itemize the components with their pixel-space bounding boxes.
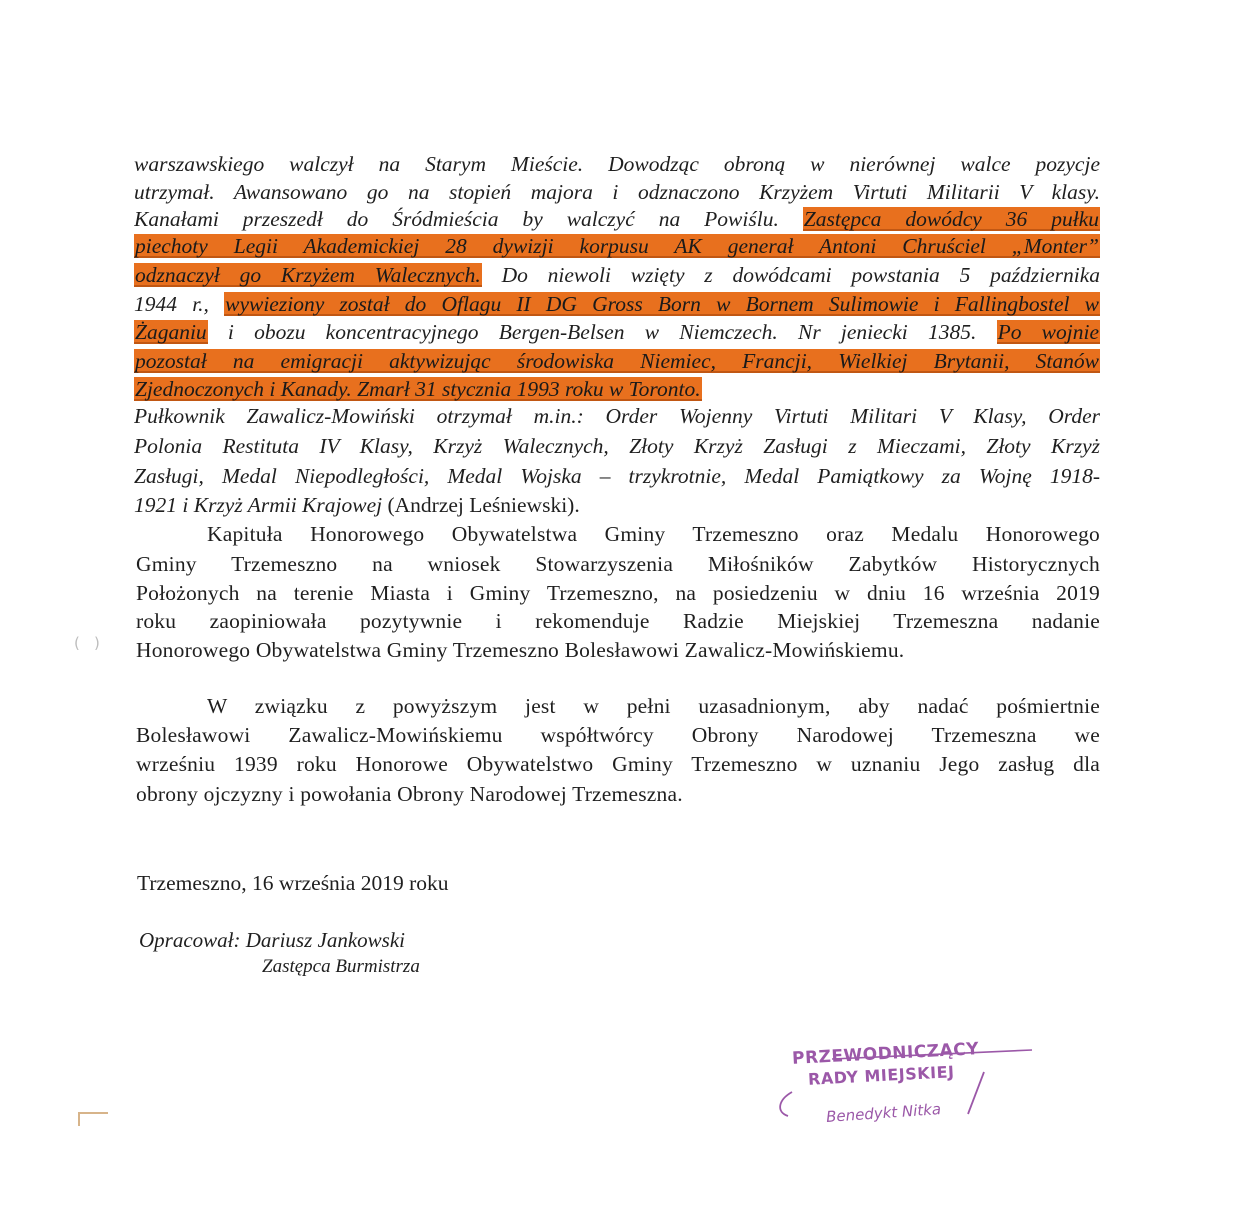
highlighted-text: Zastępca dowódcy 36 pułku	[803, 207, 1099, 231]
awards-line: Zasługi, Medal Niepodległości, Medal Wojska – trzykrotnie, Medal Pamiątkowy za Wojnę 1918-	[134, 464, 1100, 488]
bio-line	[134, 318, 1100, 346]
highlighted-text: odznaczył go Krzyżem Walecznych.	[135, 263, 481, 287]
bio-text: 1944 r.,	[134, 292, 225, 316]
prepared-by: Opracował: Dariusz Jankowski	[139, 928, 405, 952]
awards-line: Pułkownik Zawalicz-Mowiński otrzymał m.in.: Order Wojenny Virtuti Militari V Klasy, Order	[134, 404, 1100, 428]
bio-line	[134, 232, 1100, 260]
bio-line	[134, 290, 1100, 318]
conclusion-line: wrześniu 1939 roku Honorowe Obywatelstwo Gminy Trzemeszno w uznaniu Jego zasług dla	[136, 752, 1100, 776]
scan-artifact-icon	[78, 1112, 108, 1114]
awards-line-last	[134, 491, 1100, 519]
kapitula-line: Położonych na terenie Miasta i Gminy Trzemeszno, na posiedzeniu w dniu 16 września 2019	[136, 581, 1100, 605]
awards-line-italic: 1921 i Krzyż Armii Krajowej	[134, 493, 383, 517]
date-line: Trzemeszno, 16 września 2019 roku	[137, 871, 449, 895]
kapitula-line: Kapituła Honorowego Obywatelstwa Gminy Trzemeszno oraz Medalu Honorowego	[207, 522, 1100, 546]
highlighted-text: Zjednoczonych i Kanady. Zmarł 31 stycznia 1993 roku w Toronto.	[135, 377, 701, 401]
highlighted-text: Po wojnie	[997, 320, 1099, 344]
stamp-subtitle: RADY MIEJSKIEJ	[807, 1062, 955, 1089]
highlighted-text: Żaganiu	[135, 320, 207, 344]
conclusion-line: Bolesławowi Zawalicz-Mowińskiemu współtwórcy Obrony Narodowej Trzemeszna we	[136, 723, 1100, 747]
bio-line	[134, 375, 1100, 403]
bio-text: warszawskiego walczył na Starym Mieście. Dowodząc obroną w nierównej walce pozycje	[134, 152, 1100, 176]
conclusion-line: W związku z powyższym jest w pełni uzasadnionym, aby nadać pośmiertnie	[207, 694, 1100, 718]
council-stamp	[772, 1036, 1042, 1136]
scan-artifact-icon	[78, 1112, 80, 1126]
stamp-title: PRZEWODNICZĄCY	[791, 1039, 980, 1069]
bio-text: i obozu koncentracyjnego Bergen-Belsen w Niemczech. Nr jeniecki 1385.	[207, 320, 997, 344]
kapitula-line: roku zaopiniowała pozytywnie i rekomenduje Radzie Miejskiej Trzemeszna nadanie	[136, 609, 1100, 633]
bio-text: Kanałami przeszedł do Śródmieścia by walczyć na Powiślu.	[134, 207, 803, 231]
conclusion-line: obrony ojczyzny i powołania Obrony Narodowej Trzemeszna.	[136, 782, 683, 806]
bio-line	[134, 347, 1100, 375]
highlighted-text: wywieziony został do Oflagu II DG Gross Born w Bornem Sulimowie i Fallingbostel w	[225, 292, 1099, 316]
bio-line	[134, 205, 1100, 233]
bio-line	[134, 150, 1100, 178]
bio-line	[134, 178, 1100, 206]
kapitula-line: Honorowego Obywatelstwa Gminy Trzemeszno Bolesławowi Zawalicz-Mowińskiemu.	[136, 638, 905, 662]
bio-line	[134, 261, 1100, 289]
highlighted-text: piechoty Legii Akademickiej 28 dywizji korpusu AK generał Antoni Chruściel „Monter”	[135, 234, 1099, 258]
scan-artifact-icon: (	[74, 634, 80, 652]
stamp-signature-name: Benedykt Nitka	[825, 1100, 942, 1126]
bio-text: Do niewoli wzięty z dowódcami powstania 5 października	[481, 263, 1100, 287]
scan-artifact-icon: )	[94, 634, 100, 652]
signatory-role: Zastępca Burmistrza	[262, 956, 420, 977]
bio-text: utrzymał. Awansowano go na stopień majora i odznaczono Krzyżem Virtuti Militarii V klasy.	[134, 180, 1100, 204]
stamp-signature-stroke-icon	[772, 1036, 1042, 1136]
awards-line: Polonia Restituta IV Klasy, Krzyż Walecznych, Złoty Krzyż Zasługi z Mieczami, Złoty Krzyż	[134, 434, 1100, 458]
awards-attribution: (Andrzej Leśniewski).	[382, 493, 580, 517]
kapitula-line: Gminy Trzemeszno na wniosek Stowarzyszenia Miłośników Zabytków Historycznych	[136, 552, 1100, 576]
highlighted-text: pozostał na emigracji aktywizując środowiska Niemiec, Francji, Wielkiej Brytanii, Stanów	[135, 349, 1099, 373]
